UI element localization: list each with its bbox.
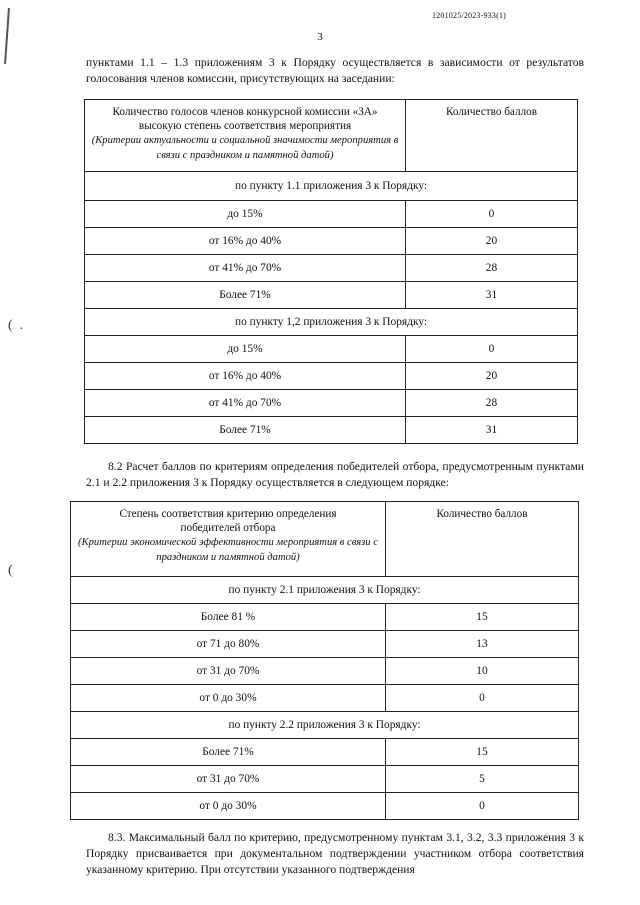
points-cell: 0 (386, 685, 579, 712)
document-id: 1201025/2023-933(1) (432, 11, 507, 20)
paragraph-8-2-text: 8.2 Расчет баллов по критериям определения победителей отбора, предусмотренным пунктами 2.1 и 2.2 приложения 3 к Порядку осуществляется в следующем порядке: (86, 460, 584, 489)
header-italic-text: (Критерии экономической эффективности мероприятия в связи с праздником и памятной датой) (78, 537, 378, 563)
header-text: победителей отбора (180, 522, 276, 534)
points-cell: 20 (406, 363, 578, 390)
range-cell: от 41% до 70% (85, 390, 406, 417)
punch-hole-mark: ( (8, 563, 13, 578)
points-cell: 28 (406, 390, 578, 417)
points-cell: 28 (406, 255, 578, 282)
intro-paragraph: пунктами 1.1 – 1.3 приложениям 3 к Порядку осуществляется в зависимости от результатов голосования членов комиссии, присутствующих на заседании: (86, 56, 584, 85)
page-number: 3 (317, 31, 323, 43)
range-cell: от 31 до 70% (71, 766, 386, 793)
efficiency-score-table (70, 501, 579, 820)
points-cell: 10 (386, 658, 579, 685)
points-cell: 15 (386, 739, 579, 766)
section-title: по пункту 2.1 приложения 3 к Порядку: (71, 577, 579, 604)
points-cell: 0 (386, 793, 579, 820)
header-text: высокую степень соответствия мероприятия (138, 120, 352, 132)
section-title: по пункту 1,2 приложения 3 к Порядку: (85, 309, 578, 336)
range-cell: от 71 до 80% (71, 631, 386, 658)
table-header-criteria (71, 502, 386, 577)
table-header-criteria (85, 100, 406, 172)
header-italic-text: (Критерии актуальности и социальной значимости мероприятия в связи с праздником и памятной датой) (91, 135, 399, 161)
paragraph-8-2 (86, 459, 584, 491)
votes-score-table (84, 99, 578, 444)
range-cell: до 15% (85, 336, 406, 363)
points-cell: 0 (406, 336, 578, 363)
range-cell: от 16% до 40% (85, 228, 406, 255)
range-cell: Более 81 % (71, 604, 386, 631)
points-cell: 20 (406, 228, 578, 255)
range-cell: от 31 до 70% (71, 658, 386, 685)
points-cell: 0 (406, 201, 578, 228)
range-cell: Более 71% (85, 417, 406, 444)
paragraph-8-3 (86, 830, 584, 878)
range-cell: до 15% (85, 201, 406, 228)
points-cell: 5 (386, 766, 579, 793)
paragraph-8-3-text: 8.3. Максимальный балл по критерию, предусмотренному пунктам 3.1, 3.2, 3.3 приложения 3 к Порядку присваивается при документальном подтверждении участником отбора соответствия указанному критерию. При отсутствии указанного подтверждения (86, 831, 584, 876)
table-header-points: Количество баллов (386, 502, 579, 577)
points-cell: 13 (386, 631, 579, 658)
range-cell: от 41% до 70% (85, 255, 406, 282)
header-text: Степень соответствия критерию определения (119, 508, 337, 520)
points-cell: 31 (406, 417, 578, 444)
punch-hole-mark: ( . (8, 318, 24, 333)
range-cell: от 0 до 30% (71, 685, 386, 712)
section-title: по пункту 1.1 приложения 3 к Порядку: (85, 172, 578, 201)
points-cell: 31 (406, 282, 578, 309)
header-text: Количество голосов членов конкурсной комиссии «ЗА» (112, 106, 378, 118)
range-cell: от 0 до 30% (71, 793, 386, 820)
range-cell: от 16% до 40% (85, 363, 406, 390)
table-header-points: Количество баллов (406, 100, 578, 172)
section-title: по пункту 2.2 приложения 3 к Порядку: (71, 712, 579, 739)
range-cell: Более 71% (85, 282, 406, 309)
points-cell: 15 (386, 604, 579, 631)
range-cell: Более 71% (71, 739, 386, 766)
